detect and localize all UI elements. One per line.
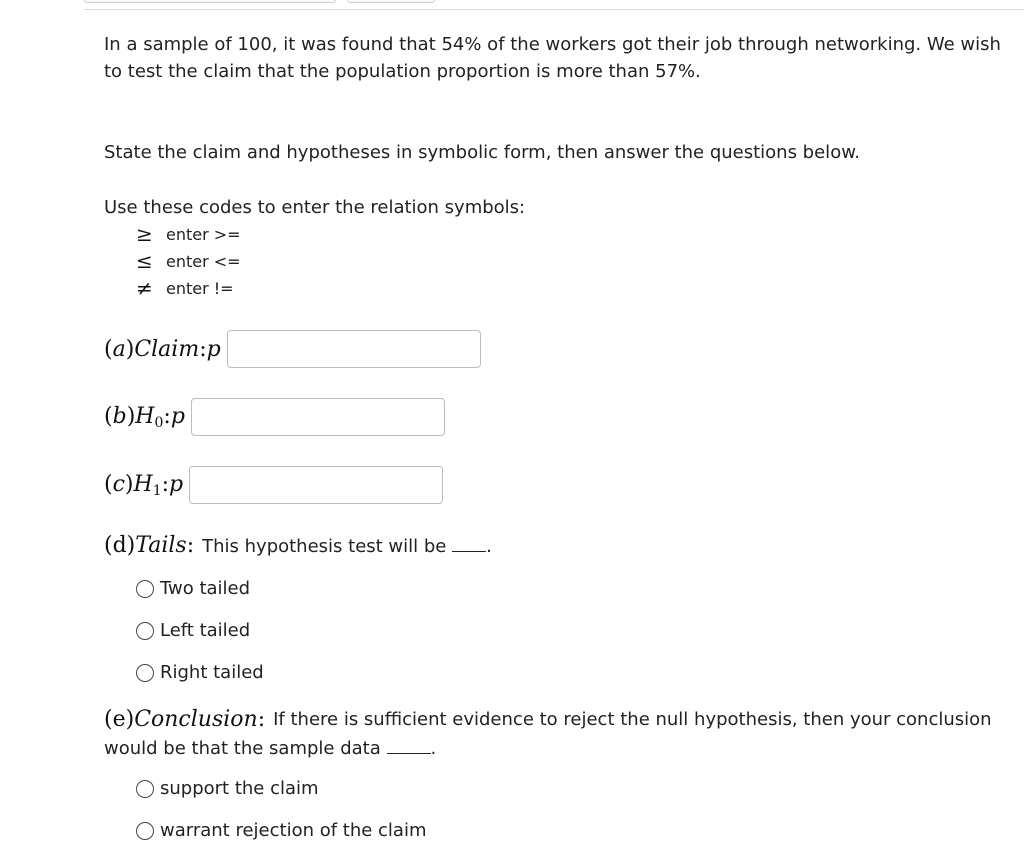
option-label: Left tailed xyxy=(160,620,251,641)
radio-button[interactable] xyxy=(136,580,154,598)
code-row-geq xyxy=(136,222,241,246)
top-divider xyxy=(84,9,1024,10)
part-a-label: (a)Claim:p xyxy=(104,336,221,362)
code-row-leq xyxy=(136,249,241,273)
question-intro: In a sample of 100, it was found that 54% of the workers got their job through networking. We wish to test the claim that the population proportion is more than 57%. xyxy=(104,34,1001,82)
alternative-hypothesis-input[interactable] xyxy=(189,466,443,504)
radio-button[interactable] xyxy=(136,822,154,840)
option-left-tailed[interactable] xyxy=(136,620,250,641)
code-text: enter <= xyxy=(166,251,241,271)
part-b-label: $(b)H_0:p$ xyxy=(104,403,185,431)
top-tab-left xyxy=(84,0,336,3)
part-c-label: $(c)H_1:p$ xyxy=(104,471,184,499)
option-label: Right tailed xyxy=(160,662,264,683)
part-c-row xyxy=(104,466,443,504)
radio-button[interactable] xyxy=(136,664,154,682)
question-instruction: State the claim and hypotheses in symbolic form, then answer the questions below. xyxy=(104,142,860,163)
part-d-label: (d)Tails: xyxy=(104,533,195,558)
code-row-neq xyxy=(136,276,234,300)
top-tab-right xyxy=(347,0,435,3)
part-e-prompt-line1: If there is sufficient evidence to reject the null hypothesis, then your conclusion xyxy=(273,709,992,730)
answer-blank xyxy=(452,535,486,552)
part-d-row xyxy=(104,533,492,558)
code-text: enter >= xyxy=(166,224,241,244)
option-right-tailed[interactable] xyxy=(136,662,264,683)
claim-input[interactable] xyxy=(227,330,481,368)
part-a-row xyxy=(104,330,481,368)
geq-symbol: ≥ xyxy=(136,222,153,246)
code-text: enter != xyxy=(166,278,234,298)
part-d-prompt: This hypothesis test will be . xyxy=(202,535,492,557)
codes-heading: Use these codes to enter the relation symbols: xyxy=(104,197,526,218)
option-support-claim[interactable] xyxy=(136,778,319,799)
option-label: support the claim xyxy=(160,778,319,799)
part-e-row-2 xyxy=(104,737,436,759)
null-hypothesis-input[interactable] xyxy=(191,398,445,436)
part-e-row xyxy=(104,707,992,732)
option-two-tailed[interactable] xyxy=(136,578,250,599)
radio-button[interactable] xyxy=(136,622,154,640)
part-b-row xyxy=(104,398,445,436)
option-label: Two tailed xyxy=(160,578,251,599)
option-label: warrant rejection of the claim xyxy=(160,820,427,841)
part-e-prompt-line2: would be that the sample data . xyxy=(104,738,437,759)
option-warrant-rejection[interactable] xyxy=(136,820,427,841)
radio-button[interactable] xyxy=(136,780,154,798)
neq-symbol: ≠ xyxy=(136,276,153,300)
answer-blank xyxy=(387,737,431,754)
leq-symbol: ≤ xyxy=(136,249,153,273)
part-e-label: (e)Conclusion: xyxy=(104,707,266,732)
